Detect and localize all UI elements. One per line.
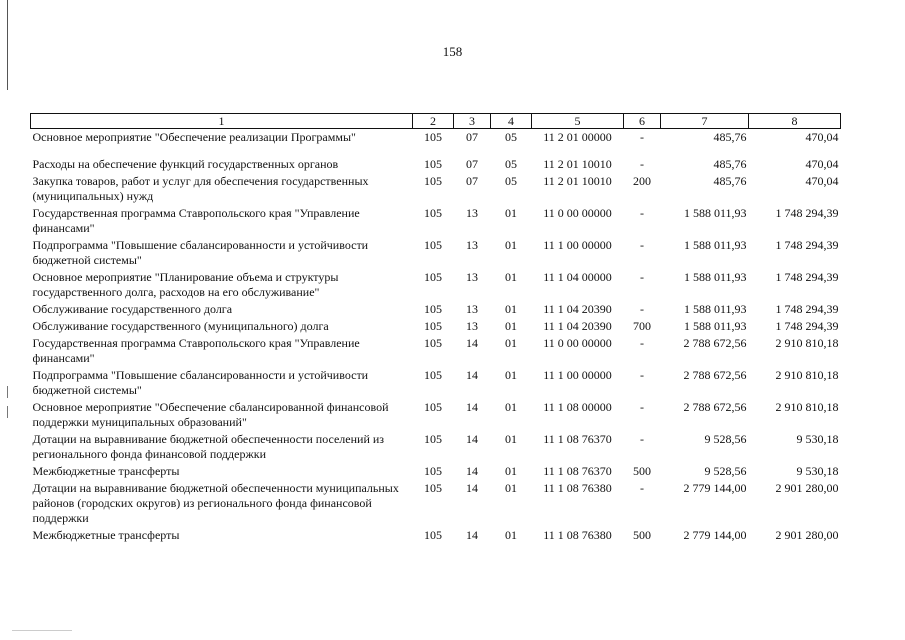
row-c3-cell: 13 [466,302,478,316]
row-c7-cell: 1 588 011,93 [683,270,747,284]
row-name-cell: Дотации на выравнивание бюджетной обеспеченности муниципальных районов (городских округов) из регионального фонда финансовой поддержки [32,481,399,525]
table-row [31,173,841,205]
row-c4-cell: 05 [505,130,517,144]
row-c8-cell: 1 748 294,39 [775,238,839,252]
row-c6-cell: 200 [633,174,651,188]
row-c7-cell: 2 779 144,00 [683,481,747,495]
row-c7-cell: 2 779 144,00 [683,528,747,542]
table-row [31,129,841,147]
row-name-cell: Подпрограмма "Повышение сбалансированности и устойчивости бюджетной системы" [32,368,369,397]
row-c4-cell: 01 [505,432,517,446]
table-row [31,367,841,399]
row-name-cell: Государственная программа Ставропольского края "Управление финансами" [32,206,360,235]
column-header: 4 [491,114,532,129]
row-name-cell: Межбюджетные трансферты [32,528,180,542]
row-c5-cell: 11 1 08 00000 [543,400,612,414]
row-c3-cell: 14 [466,368,478,382]
row-c7-cell: 1 588 011,93 [683,302,747,316]
row-c8-cell: 2 901 280,00 [775,481,839,495]
row-c6-cell: - [640,481,644,495]
table-row [31,335,841,367]
row-c8-cell: 470,04 [805,174,839,188]
table-row [31,527,841,544]
row-c6-cell: - [640,206,644,220]
row-c7-cell: 9 528,56 [704,464,747,478]
row-c2-cell: 105 [424,238,442,252]
row-c8-cell: 9 530,18 [796,432,839,446]
row-c4-cell: 01 [505,319,517,333]
row-c5-cell: 11 1 08 76370 [543,432,612,446]
row-c4-cell: 01 [505,206,517,220]
row-c8-cell: 2 910 810,18 [775,368,839,382]
row-name-cell: Основное мероприятие "Обеспечение реализации Программы" [32,130,356,144]
column-header: 6 [624,114,661,129]
row-name-cell: Обслуживание государственного (муниципального) долга [32,319,329,333]
row-c6-cell: - [640,302,644,316]
row-c5-cell: 11 2 01 10010 [543,174,612,188]
row-spacer [31,146,841,156]
row-c2-cell: 105 [424,157,442,171]
column-header: 1 [31,114,413,129]
row-c3-cell: 13 [466,270,478,284]
row-c3-cell: 13 [466,206,478,220]
row-c5-cell: 11 2 01 00000 [543,130,612,144]
row-c5-cell: 11 0 00 00000 [543,206,612,220]
row-name-cell: Государственная программа Ставропольского края "Управление финансами" [32,336,360,365]
row-c6-cell: - [640,368,644,382]
row-name-cell: Основное мероприятие "Планирование объема и структуры государственного долга, расходов на его обслуживание" [32,270,339,299]
row-c3-cell: 14 [466,528,478,542]
row-name-cell: Основное мероприятие "Обеспечение сбалансированной финансовой поддержки муниципальных образований" [32,400,389,429]
row-c6-cell: - [640,130,644,144]
bottom-scan-mark [12,630,72,631]
row-c7-cell: 9 528,56 [704,432,747,446]
row-c7-cell: 1 588 011,93 [683,319,747,333]
table-body [31,129,841,545]
row-name-cell: Расходы на обеспечение функций государственных органов [32,157,339,171]
table-row [31,463,841,480]
row-name-cell: Подпрограмма "Повышение сбалансированности и устойчивости бюджетной системы" [32,238,369,267]
row-c3-cell: 07 [466,157,478,171]
column-header: 7 [661,114,749,129]
row-c4-cell: 01 [505,368,517,382]
page-number: 158 [442,44,463,59]
row-c2-cell: 105 [424,336,442,350]
row-c8-cell: 2 910 810,18 [775,400,839,414]
row-c8-cell: 1 748 294,39 [775,270,839,284]
row-c2-cell: 105 [424,206,442,220]
row-c3-cell: 07 [466,130,478,144]
row-c5-cell: 11 1 08 76380 [543,528,612,542]
row-c7-cell: 485,76 [713,157,747,171]
row-c3-cell: 14 [466,400,478,414]
row-c3-cell: 14 [466,481,478,495]
row-c4-cell: 01 [505,336,517,350]
row-c5-cell: 11 1 04 20390 [543,319,612,333]
row-c2-cell: 105 [424,368,442,382]
row-c5-cell: 11 1 04 20390 [543,302,612,316]
row-c8-cell: 1 748 294,39 [775,319,839,333]
row-c6-cell: 700 [633,319,651,333]
row-c6-cell: - [640,270,644,284]
row-c3-cell: 14 [466,336,478,350]
row-c3-cell: 14 [466,464,478,478]
row-c7-cell: 1 588 011,93 [683,206,747,220]
row-c6-cell: - [640,157,644,171]
row-c6-cell: - [640,432,644,446]
row-c8-cell: 2 901 280,00 [775,528,839,542]
row-c4-cell: 01 [505,400,517,414]
row-c5-cell: 11 1 00 00000 [543,238,612,252]
row-c4-cell: 01 [505,238,517,252]
row-c7-cell: 1 588 011,93 [683,238,747,252]
budget-table [30,113,841,544]
table-row [31,399,841,431]
table-row [31,237,841,269]
table-row [31,431,841,463]
column-header: 5 [532,114,624,129]
row-c5-cell: 11 2 01 10010 [543,157,612,171]
row-c8-cell: 9 530,18 [796,464,839,478]
row-c8-cell: 1 748 294,39 [775,302,839,316]
table-row [31,318,841,335]
table-row [31,205,841,237]
row-c5-cell: 11 1 08 76370 [543,464,612,478]
row-c5-cell: 11 0 00 00000 [543,336,612,350]
row-c4-cell: 05 [505,174,517,188]
row-c2-cell: 105 [424,432,442,446]
row-name-cell: Дотации на выравнивание бюджетной обеспеченности поселений из регионального фонда финансовой поддержки [32,432,385,461]
row-c4-cell: 01 [505,464,517,478]
left-margin-mark [7,406,8,418]
row-c8-cell: 1 748 294,39 [775,206,839,220]
row-c8-cell: 470,04 [805,130,839,144]
row-c2-cell: 105 [424,464,442,478]
row-name-cell: Обслуживание государственного долга [32,302,233,316]
row-c7-cell: 485,76 [713,174,747,188]
row-c5-cell: 11 1 08 76380 [543,481,612,495]
row-c7-cell: 485,76 [713,130,747,144]
row-c6-cell: 500 [633,528,651,542]
row-name-cell: Межбюджетные трансферты [32,464,180,478]
row-c3-cell: 13 [466,319,478,333]
column-header: 2 [413,114,454,129]
row-c4-cell: 01 [505,528,517,542]
row-c8-cell: 2 910 810,18 [775,336,839,350]
table-row [31,301,841,318]
column-number-header [31,114,841,129]
row-c4-cell: 01 [505,481,517,495]
row-c6-cell: 500 [633,464,651,478]
row-c8-cell: 470,04 [805,157,839,171]
row-c2-cell: 105 [424,174,442,188]
row-c2-cell: 105 [424,319,442,333]
row-c6-cell: - [640,238,644,252]
row-name-cell: Закупка товаров, работ и услуг для обеспечения государственных (муниципальных) нужд [32,174,369,203]
column-header: 8 [749,114,841,129]
row-c5-cell: 11 1 00 00000 [543,368,612,382]
row-c6-cell: - [640,336,644,350]
row-c6-cell: - [640,400,644,414]
row-c2-cell: 105 [424,400,442,414]
table-row [31,269,841,301]
row-c7-cell: 2 788 672,56 [683,336,747,350]
row-c4-cell: 01 [505,302,517,316]
row-c3-cell: 07 [466,174,478,188]
row-c2-cell: 105 [424,130,442,144]
row-c7-cell: 2 788 672,56 [683,368,747,382]
table-row [31,156,841,173]
row-c3-cell: 14 [466,432,478,446]
row-c2-cell: 105 [424,302,442,316]
row-c4-cell: 01 [505,270,517,284]
row-c7-cell: 2 788 672,56 [683,400,747,414]
row-spacer-cell [31,146,841,156]
row-c3-cell: 13 [466,238,478,252]
row-c2-cell: 105 [424,481,442,495]
table-row [31,480,841,527]
column-header: 3 [454,114,491,129]
left-margin-mark [7,386,8,398]
row-c5-cell: 11 1 04 00000 [543,270,612,284]
row-c4-cell: 05 [505,157,517,171]
row-c2-cell: 105 [424,528,442,542]
row-c2-cell: 105 [424,270,442,284]
